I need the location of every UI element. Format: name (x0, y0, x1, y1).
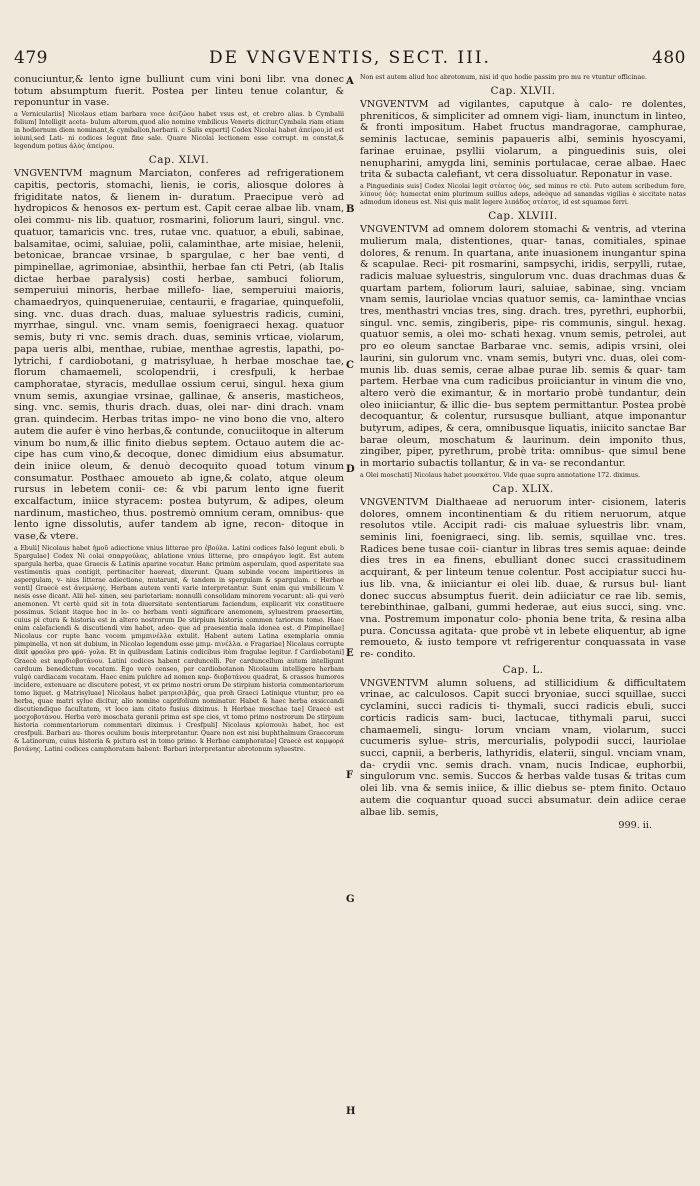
margin-letters (344, 74, 360, 1172)
chapter-48-title: Cap. XLVIII. (488, 210, 558, 223)
right-column (360, 74, 686, 1172)
margin-letter-e: E (346, 648, 354, 659)
left-column (14, 74, 344, 1172)
margin-letter-g: G (346, 894, 355, 905)
margin-letter-c: C (346, 360, 354, 371)
margin-letter-b: B (346, 204, 355, 215)
left-intro-text: conuciuntur,& lento igne bulliunt cum vini boni libr. vna donec totum absumptum fuerit. Postea per linteu tenue colantur, & reponuntur in vase. (14, 74, 344, 109)
left-notes-top: a Verniculariis] Nicolaus etiam barbara voce ἀειζώου habet vsus est, et crebro alias. b Cymbalii folium] Intelligit aceta- bulum alterum,quod alio nomine vmbilicus Veneris dicitur,Cymbala riam etiam in hodiernum diem nominant,& cymbalion,herbarii. c Salis experti] Codex Nicolai habet ἀπείρου,id est ieiuni,sed Lati- ni codices legunt fine sale. Quare Nicolai lectionem esse corrupt. m constat,& legendum potius ἀλὸς ἀπείρου. (14, 111, 344, 151)
chapter-48-note: a Olei moschati] Nicolaus habet μουσκάτου. Vide quae supra annotatione 172. diximus. (360, 471, 641, 479)
chapter-49-text: VNGVENTVM Dialthaeae ad neruorum inter- cisionem, lateris dolores, omnem incontinentiam & du ritiem neruorum, atque resolutos vtile. Accipit radi- cis maluae syluestris libr. vnam, seminis lini, foenigraeci, sing. lib. semis, squillae vnc. tres. Radices bene tusae coii- ciantur in libras tres semis aquae: deinde dies tres in ea finens, ebulliant donec succi crassitudinem acquirant, & per linteum tenue colentur. Post accipiatur succi hu- ius lib. vna, & iniiciantur ei olei lib. duae, & rursus bul- liant donec succus absumptus fuerit. dein adiiciatur ce rae lib. semis, terebinthinae, galbani, gummi hederae, aut eius succi, sing. vnc. vna. Postremum imponatur colo- phonia bene trita, & resina alba pura. Concussa agitata- que probè vt in lebete eliquentur, ab igne remoueto, & iusto tempore vt refrigerentur conquassata in vase re- condito. (360, 496, 686, 661)
running-header (14, 48, 686, 70)
margin-letter-h: H (346, 1106, 356, 1117)
chapter-49-title: Cap. XLIX. (492, 482, 554, 495)
margin-letter-a: A (346, 76, 354, 87)
right-intro-note: Non est autem aliud hoc abrotonum, nisi id quo hodie passim pro mu re vtuntur officinae. (360, 74, 647, 81)
page-number-right: 480 (652, 48, 686, 68)
chapter-47-note: a Pinguedinis suis] Codex Nicolai legit στέατος ὑός, sed minus re ctè. Puto autem scribedum fore, λίπους ὑός: humectat enim plurimum suillus adeps, adeòque ad sanandas vigilias è siccitate natas admodum idoneus est. Nisi quis malit legere λιπάδος στέατος, id est squamae ferri. (360, 182, 686, 207)
chapter-46-title: Cap. XLVI. (148, 154, 210, 167)
chapter-50-text: VNGVENTVM alumn soluens, ad stillicidium & difficultatem vrinae, ac calculosos. Capit succi bryoniae, succi squillae, succi cyclamini, succi radicis ti- thymali, succi radicis ebuli, succi corticis radicis sam- buci, lactucae, tithymali parui, succi chamaemeli, singu- lorum vnciam vnam, violarum, succi cucumeris sylue- stris, mercurialis, polypodii succi, lauriolae succi, capnii, a berberis, lathyridis, elaterii, singul. vnciam vnam, da- crydii vnc. semis drach. vnam, nucis Indicae, euphorbii, singulorum vnc. semis. Succos & herbas valde tusas & tritas cum olei lib. vna & semis iniice, & illic diebus se- ptem finito. Octauo autem die coquantur quoad succi absumatur. dein adiice cerae albae lib. semis, (360, 677, 686, 818)
chapter-47-text: VNGVENTVM ad vigilantes, caputque à calo- re dolentes, phreniticos, & simpliciter ad omnem vigi- liam, inunctum in linteo, & fronti impositum. Habet fructus mandragorae, camphurae, seminis lactucae, seminis papaueris albi, seminis hyoscyami, farinae eruinae, psyllii violarum, a pinguedinis suis, olei nenupharini, amygda lini, seminis portulacae, cerae albae. Haec trita & subacta calefiant, vt cera dissoluatur. Reponatur in vase. (360, 99, 686, 181)
page-number-left: 479 (14, 48, 48, 68)
left-notes-bottom: a Ebuli] Nicolaus habet ἠμοῦ adiectione vnius litterae pro ἐβούλα. Latini codices falsò legunt ebuli. b Spargulae] Codex Ni colai σπαργούλας, ablatione vnius litterae, pro σπαράγου legit. Est autem spargula herba, quae Graecis & Latinis aparine vocatur. Hanc primùm asperulam, quod asperitate sua vestimentis quas contigit, pertinaciter haereat, dixerunt. Quam subinde vocem imperitiores in aspergulam, v- nius litterae adiectione, mutarunt, & tandem in spergulam & spargulam. c Herbae venti] Graecè est ἀνεμώνης. Herbam autem venti varie interpretantur. Sunt enim qui vmbilicum V. nesis esse dicant. Alii hel- xinen, seu parietariam: nonnulli consolidam minorem vocarunt: ali- qui verò anemonen. Vt certè quid sit in tota diuersitate sententiarum faciendum, explicarit vix constituere possimus. Sciant itaque hoc in lo- co herbam venti significare anemonem, syluestrem praesertim, cuius pi ctura & historia est in altero nostrorum De stirpium historia commen tariorum tomo. Haec enim calefaciendi & discutiendi vim habet, adeo- que ad praesentia mala idonea est. d Pimpinellae] Nicolaus cor rupte hanc vocem μπιμπινέλλα extulit. Habent autem Latina exemplaria omnia pimpinella, vt non sit dubium, in Nicolao legendum esse μπιμ- πινέλλα. e Fragariae] Nicolaus corrupte dixit φραόλα pro φρά- γολα. Et in quibusdam Latinis codicibus itèm fragulae legitur. f Cardiobotani] Graecè est καρδιοβοτάνου. Latini codices habent carduncelli. Per carduncellum autem intelligunt carduum benedictum vocatum. Ego verò censeo, per cardiobotanon Nicolaum intelligere herbam vulgò cardiacam vocatam. Haec enim pulchre ad nomen καρ- διοβοτάνου quadrat, & crassos humores incidere, extenuare ac discutere potest, vt ex primo nostri orum De stirpium historia commentariorum tomo liquet. g Matrisyluae] Nicolaus habet ματρισιλβάς, qua proh Graeci Latinique vtuntur, pro ea herba, quae matri sylue dicitur, alio nomine caprifolium nominatur. Habet & haec herba exsiccandi discutiendique facultatem, vt loco iam citato fusius diximus. h Herbae moschae tae] Graecè est μοσχοβοτάνου. Herba verò moschata geranii prima est spe cies, vt tomo primo nostrorum De stirpium historia commentariorum commentari diximus. i Cresfpuli] Nicolaus κρίσπουλι habet, hoc est cresfpuli. Barbari au- thores oculum bouis interpretantur. Quare non est nisi buphthalmum Graecorum & Latinorum, cuius historia & pictura est in tomo primo. k Herbae camphoratae] Graecè est καμφορά βοτάνης. Latini codices camphoratam habent: Barbari interpretantur abrotonum syluestre. (14, 544, 344, 754)
chapter-46-text: VNGVENTVM magnum Marciaton, conferes ad refrigerationem capitis, pectoris, stomachi, lienis, ie coris, aliosque dolores à frigiditate natos, & lienem in- duratum. Praecipue verò ad hydropicos & henosos ex- pertum est. Capit cerae albae lib. vnam, olei commu- nis lib. quatuor, rosmarini, foliorum lauri, singul. vnc. quatuor, tamaricis vnc. tres, rutae vnc. quatuor, a ebuli, sabinae, balsamitae, ocimi, saluiae, polii, calaminthae, arte misiae, helenii, betonicae, brancae vrsinae, b spargulae, c her bae venti, d pimpinellae, agrimoniae, absinthii, herbae fan cti Petri, (ab Italis dictae herbae paralysis) costi herbae, sambuci foliorum, semperuiui minoris, herbae millefo- liae, semperuiui maioris, chamaedryos, quinqueneruiae, centaurii, e fragariae, quinquefolii, sing. vnc. duas drach. duas, maluae syluestris radicis, cumini, myrrhae, singul. vnc. vnam semis, foenigraeci hexag. quatuor semis, buty ri vnc. semis drach. duas, seminis vrticae, violarum, papa ueris albi, menthae, rubiae, menthae agrestis, lapathi, po- lytrichi, f cardiobotani, g matrisyluae, h herbae moschae tae, florum chamaemeli, scolopendrii, i cresfpuli, k herbae camphoratae, styracis, medullae ossium cerui, singul. hexa gium vnum semis, axungiae vrsinae, gallinae, & anseris, masticheos, sing. vnc. semis, thuris drach. duas, olei nar- dini drach. vnam gran. quindecim. Herbas tritas impo- ne vino bono die vno, altero autem die aufer è vino herbas,& contunde, conuciitoque in alterum vinum bo num,& illic finito diebus septem. Octauo autem die ac- cipe has cum vino,& decoque, donec dimidium eius absumatur. dein iniice oleum, & denuò decoquito quoad totum vinum consumatur. Posthaec amoueto ab igne,& colato, atque oleum rursus in lebetem conii- ce: & vbi parum lento igne fuerit excalfactum, iniice styracem: postea butyrum, & adipes, oleum nardinum, masticheo, thus. postremò omnium ceram, omnibus- que lento igne dissolutis, aufer tandem ab igne, recon- ditoque in vase,& vtere. (14, 168, 344, 543)
catchword: 999. ii. (618, 820, 652, 832)
chapter-48-text: VNGVENTVM ad omnem dolorem stomachi & ventris, ad vterina mulierum mala, distentiones, quar- tanas, comitiales, spinae dolores, & renum. In quartana, ante inuasionem inungantur spina & scapulae. Reci- pit rosmarini, sampsychi, iridis, serpylli, rutae, radicis maluae syluestris, singulorum vnc. duas drachmas duas & quartam partem, foliorum lauri, saluiae, sabinae, sing. vnciam vnam semis, lauriolae vncias quatuor semis, ca- laminthae vncias tres, menthastri vncias tres, sing. drach. tres, pyrethri, euphorbii, singul. vnc. semis, zingiberis, pipe- ris communis, singul. hexag. quatuor semis, a olei mo- schati hexag. vnum semis, petrolei, aut pro eo oleum sanctae Barbarae vnc. semis, adipis vrsini, olei laurini, sin gulorum vnc. vnam semis, butyri vnc. duas, olei com- munis lib. duas semis, cerae albae purae lib. semis & quar- tam partem. Herbae vna cum radicibus proiiciantur in vinum die vno, altero verò die eximantur, & in mortario probè tundantur, dein oleo iniiciantur, & illic die- bus septem permittantur. Postea probè decoquantur, & colentur, rursusque bulliant, atque imponantur butyrum, adipes, & cera, omnibusque liquatis, iniicito sanctae Bar barae oleum, moschatum & laurinum. dein imponito thus, zingiber, piper, pyrethrum, probè trita: omnibus- que simul bene in mortario subactis tollantur, & in va- se recondantur. (360, 224, 686, 470)
chapter-50-title: Cap. L. (502, 663, 544, 676)
margin-letter-f: F (346, 770, 354, 781)
running-title: DE VNGVENTIS, SECT. III. (209, 48, 491, 68)
chapter-47-title: Cap. XLVII. (490, 85, 556, 98)
margin-letter-d: D (346, 464, 355, 475)
